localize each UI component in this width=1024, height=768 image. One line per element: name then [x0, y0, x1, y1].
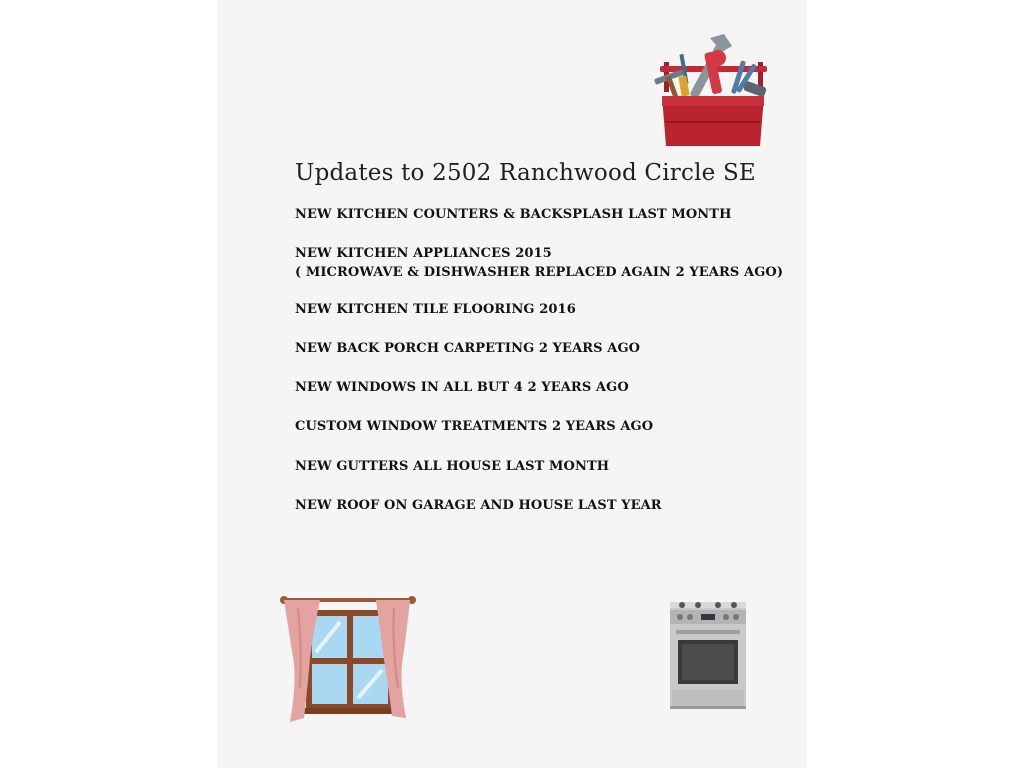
update-item: NEW KITCHEN TILE FLOORING 2016: [295, 302, 576, 317]
update-item: NEW BACK PORCH CARPETING 2 YEARS AGO: [295, 341, 641, 356]
curtained-window-icon: [280, 588, 422, 730]
update-item: CUSTOM WINDOW TREATMENTS 2 YEARS AGO: [295, 419, 654, 434]
toolbox-icon: [640, 32, 775, 152]
update-item: [295, 244, 783, 282]
update-item: NEW ROOF ON GARAGE AND HOUSE LAST YEAR: [295, 498, 662, 513]
page-title: Updates to 2502 Ranchwood Circle SE: [295, 160, 756, 186]
update-item: NEW KITCHEN COUNTERS & BACKSPLASH LAST MONTH: [295, 207, 732, 222]
update-item: NEW GUTTERS ALL HOUSE LAST MONTH: [295, 459, 610, 474]
update-item: NEW WINDOWS IN ALL BUT 4 2 YEARS AGO: [295, 380, 629, 395]
update-item-subtext: ( MICROWAVE & DISHWASHER REPLACED AGAIN 2 YEARS AGO): [295, 265, 784, 280]
update-item-text: NEW KITCHEN APPLIANCES 2015: [295, 246, 552, 261]
stove-icon: [668, 600, 748, 710]
